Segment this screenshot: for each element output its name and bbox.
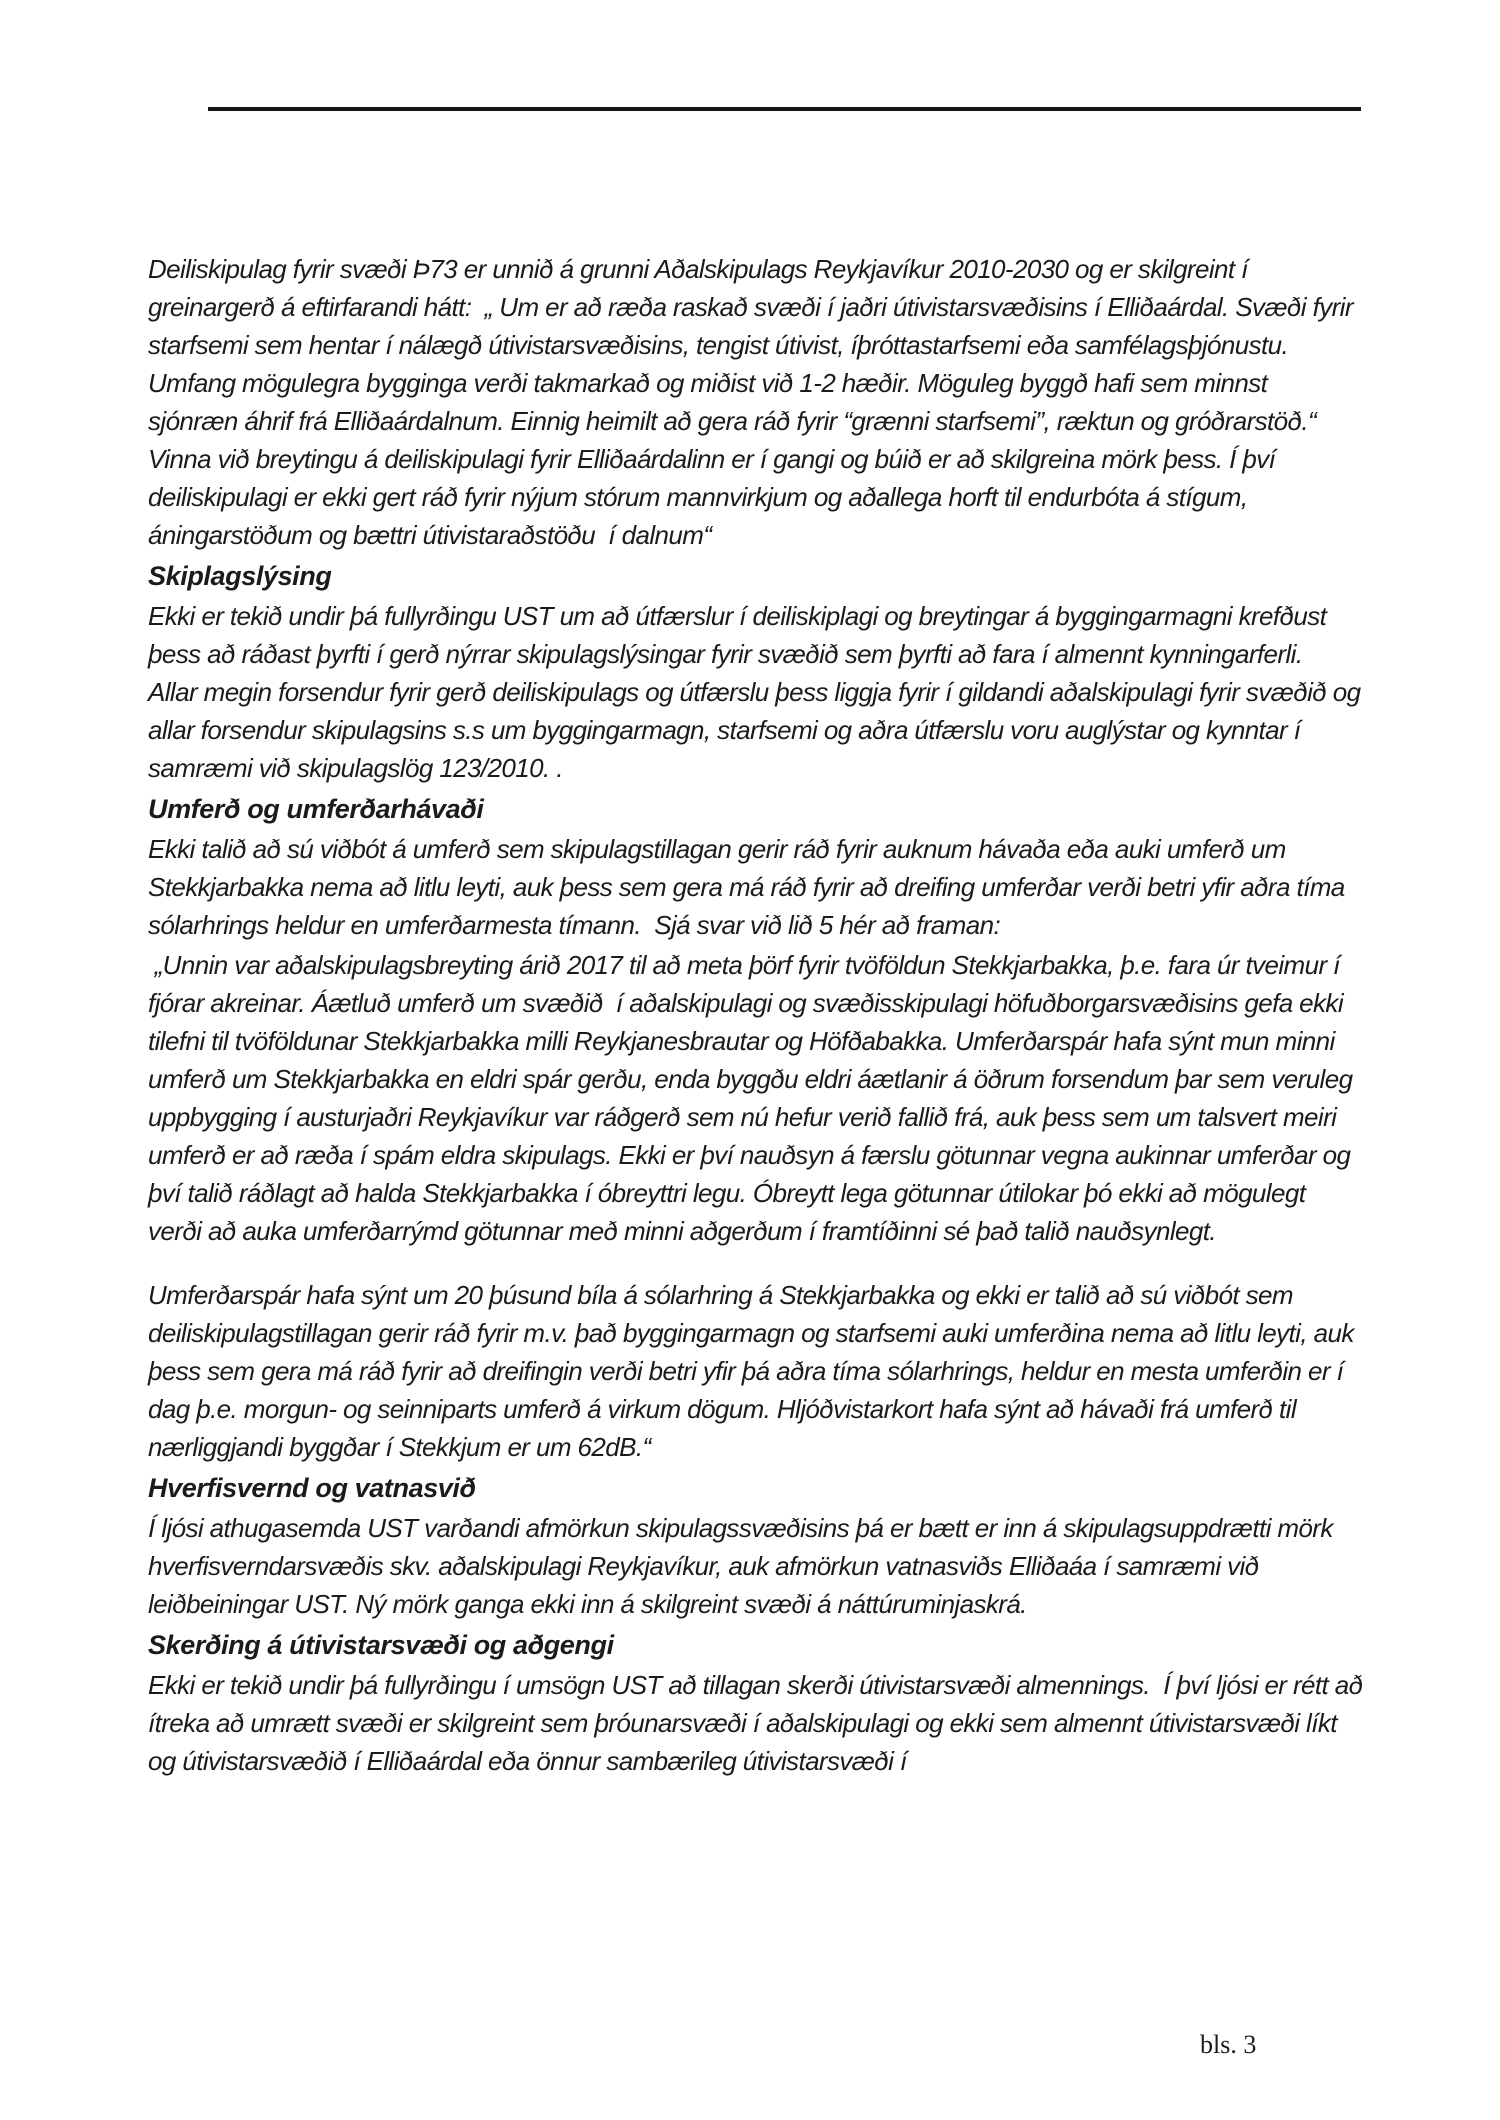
body-paragraph: „Unnin var aðalskipulagsbreyting árið 2017 til að meta þörf fyrir tvöföldun Stekkjarbakka, þ.e. fara úr tveimur í fjórar akreinar. Áætluð umferð um svæðið í aðalskipulagi og svæðisskipulagi höfuðborgarsvæðisins gefa ekki tilefni til tvöföldunar Stekkjarbakka milli Reykjanesbrautar og Höfðabakka. Umferðarspár hafa sýnt mun minni umferð um Stekkjarbakka en eldri spár gerðu, enda byggðu eldri áætlanir á öðrum forsendum þar sem veruleg uppbygging í austurjaðri Reykjavíkur var ráðgerð sem nú hefur verið fallið frá, auk þess sem um talsvert meiri umferð er að ræða í spám eldra skipulags. Ekki er því nauðsyn á færslu götunnar vegna aukinnar umferðar og því talið ráðlagt að halda Stekkjarbakka í óbreyttri legu. Óbreytt lega götunnar útilokar þó ekki að mögulegt verði að auka umferðarrýmd götunnar með minni aðgerðum í framtíðinni sé það talið nauðsynlegt.	[148, 950, 1360, 1246]
body-paragraph: Ekki talið að sú viðbót á umferð sem skipulagstillagan gerir ráð fyrir auknum hávaða eða auki umferð um Stekkjarbakka nema að litlu leyti, auk þess sem gera má ráð fyrir að dreifing umferðar verði betri yfir aðra tíma sólarhrings heldur en umferðarmesta tímann. Sjá svar við lið 5 hér að framan:	[148, 834, 1352, 940]
header-rule	[208, 107, 1361, 111]
document-body	[148, 250, 1370, 1782]
body-paragraph: Ekki er tekið undir þá fullyrðingu UST um að útfærslur í deiliskiplagi og breytingar á byggingarmagni krefðust þess að ráðast þyrfti í gerð nýrrar skipulagslýsingar fyrir svæðið sem þyrfti að fara í almennt kynningarferli. Allar megin forsendur fyrir gerð deiliskipulags og útfærslu þess liggja fyrir í gildandi aðalskipulagi fyrir svæðið og allar forsendur skipulagsins s.s um byggingarmagn, starfsemi og aðra útfærslu voru auglýstar og kynntar í samræmi við skipulagslög 123/2010. .	[148, 601, 1368, 783]
body-paragraph: Ekki er tekið undir þá fullyrðingu í umsögn UST að tillagan skerði útivistarsvæði almennings. Í því ljósi er rétt að ítreka að umrætt svæði er skilgreint sem þróunarsvæði í aðalskipulagi og ekki sem almennt útivistarsvæði líkt og útivistarsvæðið í Elliðaárdal eða önnur sambærileg útivistarsvæði í	[148, 1670, 1370, 1776]
page-number: bls. 3	[1200, 2030, 1257, 2059]
body-paragraph: Umferðarspár hafa sýnt um 20 þúsund bíla á sólarhring á Stekkjarbakka og ekki er talið að sú viðbót sem deiliskipulagstillagan gerir ráð fyrir m.v. það byggingarmagn og starfsemi auki umferðina nema að litlu leyti, auk þess sem gera má ráð fyrir að dreifingin verði betri yfir þá aðra tíma sólarhrings, heldur en mesta umferðin er í dag þ.e. morgun- og seinniparts umferð á virkum dögum. Hljóðvistarkort hafa sýnt að hávaði frá umferð til nærliggjandi byggðar í Stekkjum er um 62dB.“	[148, 1280, 1361, 1462]
section-heading: Skerðing á útivistarsvæði og aðgengi	[148, 1630, 614, 1660]
section-heading: Umferð og umferðarhávaði	[148, 794, 484, 824]
section-heading: Hverfisvernd og vatnasvið	[148, 1473, 476, 1503]
section-heading: Skiplagslýsing	[148, 561, 332, 591]
body-paragraph: Deiliskipulag fyrir svæði Þ73 er unnið á grunni Aðalskipulags Reykjavíkur 2010-2030 og er skilgreint í greinargerð á eftirfarandi hátt: „ Um er að ræða raskað svæði í jaðri útivistarsvæðisins í Elliðaárdal. Svæði fyrir starfsemi sem hentar í nálægð útivistarsvæðisins, tengist útivist, íþróttastarfsemi eða samfélagsþjónustu. Umfang mögulegra bygginga verði takmarkað og miðist við 1-2 hæðir. Möguleg byggð hafi sem minnst sjónræn áhrif frá Elliðaárdalnum. Einnig heimilt að gera ráð fyrir “grænni starfsemi”, ræktun og gróðrarstöð.“ Vinna við breytingu á deiliskipulagi fyrir Elliðaárdalinn er í gangi og búið er að skilgreina mörk þess. Í því deiliskipulagi er ekki gert ráð fyrir nýjum stórum mannvirkjum og aðallega horft til endurbóta á stígum, áningarstöðum og bættri útivistaraðstöðu í dalnum“	[148, 254, 1360, 550]
body-paragraph: Í ljósi athugasemda UST varðandi afmörkun skipulagssvæðisins þá er bætt er inn á skipulagsuppdrætti mörk hverfisverndarsvæðis skv. aðalskipulagi Reykjavíkur, auk afmörkun vatnasviðs Elliðaáa í samræmi við leiðbeiningar UST. Ný mörk ganga ekki inn á skilgreint svæði á náttúruminjaskrá.	[148, 1513, 1340, 1619]
